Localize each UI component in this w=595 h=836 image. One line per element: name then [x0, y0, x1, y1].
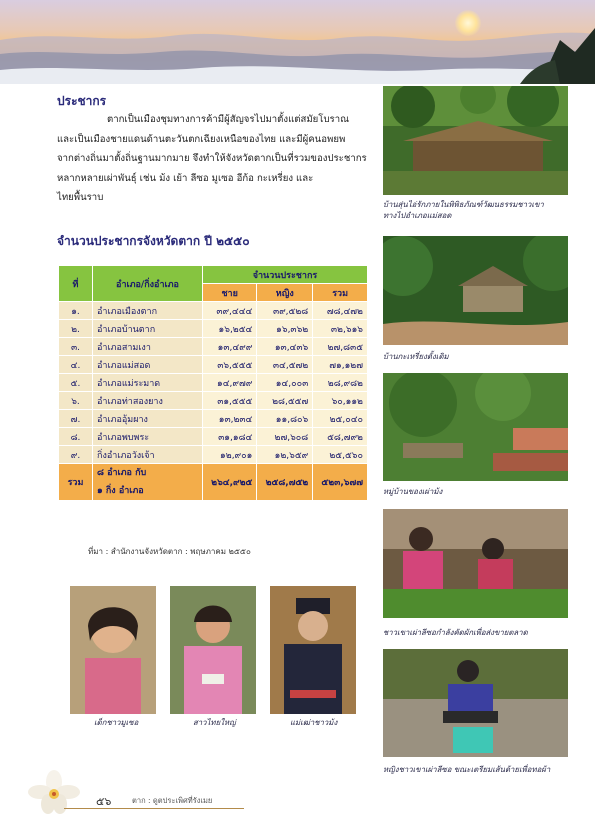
section-heading: ประชากร — [57, 94, 107, 108]
total-label: รวม — [59, 464, 93, 501]
total-male: ๒๖๔,๙๒๕ — [203, 464, 257, 501]
row-male: ๑๓,๔๙๙ — [203, 338, 257, 356]
row-male: ๓๑,๑๘๔ — [203, 428, 257, 446]
row-total: ๖๐,๑๑๒ — [313, 392, 368, 410]
row-no: ๘. — [59, 428, 93, 446]
row-no: ๒. — [59, 320, 93, 338]
row-district: อำเภอสามเงา — [93, 338, 203, 356]
row-female: ๑๑,๘๐๖ — [257, 410, 313, 428]
row-total: ๒๘,๙๘๒ — [313, 374, 368, 392]
row-district: อำเภอเมืองตาก — [93, 302, 203, 320]
table-title: จำนวนประชากรจังหวัดตาก ปี ๒๕๕๐ — [57, 234, 250, 248]
table-row — [59, 338, 368, 356]
page-number: ๕๖ — [96, 795, 112, 808]
row-no: ๙. — [59, 446, 93, 464]
portrait-caption: สาวไทยใหญ่ — [193, 718, 236, 727]
table-row — [59, 392, 368, 410]
portrait-shan-woman — [170, 586, 256, 714]
row-male: ๓๑,๕๕๕ — [203, 392, 257, 410]
photo-caption-line: บ้านสุ่นไอ่รักภายในพิพิธภัณฑ์วัฒนธรรมชาวเขา — [383, 200, 544, 209]
header-banner-image — [0, 0, 595, 84]
header-district: อำเภอ/กิ่งอำเภอ — [93, 266, 203, 302]
row-district: อำเภออุ้มผาง — [93, 410, 203, 428]
row-no: ๑. — [59, 302, 93, 320]
intro-line: หลากหลายเผ่าพันธุ์ เช่น ม้ง เย้า ลีซอ มูเซอ อีก้อ กะเหรี่ยง และ — [57, 172, 314, 184]
table-row — [59, 374, 368, 392]
header-population: จำนวนประชากร — [203, 266, 368, 284]
row-male: ๑๒,๙๐๑ — [203, 446, 257, 464]
row-female: ๑๒,๖๕๙ — [257, 446, 313, 464]
header-no: ที่ — [59, 266, 93, 302]
intro-paragraph — [57, 110, 370, 208]
row-district: กิ่งอำเภอวังเจ้า — [93, 446, 203, 464]
photo-caption — [383, 199, 544, 221]
intro-line: ตากเป็นเมืองชุมทางการค้ามีผู้สัญจรไปมาตั้งแต่สมัยโบราณ — [107, 114, 349, 125]
intro-line: และเป็นเมืองชายแดนด้านตะวันตกเฉียงเหนือของไทย และมีผู้คนอพยพ — [57, 133, 346, 145]
row-male: ๓๙,๔๔๔ — [203, 302, 257, 320]
row-total: ๒๕,๕๖๐ — [313, 446, 368, 464]
photo-caption: หญิงชาวเขาเผ่าลีซอ ขณะเตรียมเส้นด้ายเพื่อทอผ้า — [383, 765, 551, 774]
footer-book-title: ตาก : ดูตประเพิศที่รังเมย — [132, 796, 213, 805]
photo-caption: บ้านกะเหรี่ยงดั้งเดิม — [383, 352, 449, 361]
portrait-lahu-girl — [70, 586, 156, 714]
population-table — [58, 265, 368, 501]
mountain-silhouette — [0, 0, 595, 84]
row-district: อำเภอท่าสองยาง — [93, 392, 203, 410]
photo-hmong-village — [383, 373, 568, 481]
table-row — [59, 428, 368, 446]
row-female: ๓๔,๕๗๒ — [257, 356, 313, 374]
photo-caption: หมู่บ้านของเผ่าม้ง — [383, 487, 443, 496]
footer-divider — [64, 808, 244, 809]
table-row — [59, 446, 368, 464]
total-total: ๕๒๓,๖๗๗ — [313, 464, 368, 501]
table-source: ที่มา : สำนักงานจังหวัดตาก : พฤษภาคม ๒๕๕๐ — [88, 547, 251, 556]
table-row — [59, 320, 368, 338]
row-total: ๗๘,๔๗๒ — [313, 302, 368, 320]
header-total: รวม — [313, 284, 368, 302]
row-district: อำเภอแม่ระมาด — [93, 374, 203, 392]
row-no: ๔. — [59, 356, 93, 374]
row-district: อำเภอบ้านตาก — [93, 320, 203, 338]
table-row — [59, 410, 368, 428]
portrait-caption: แม่เฒ่าชาวม้ง — [290, 718, 338, 727]
row-female: ๒๗,๖๐๘ — [257, 428, 313, 446]
row-district: อำเภอแม่สอด — [93, 356, 203, 374]
row-female: ๓๙,๕๒๘ — [257, 302, 313, 320]
header-female: หญิง — [257, 284, 313, 302]
row-female: ๒๘,๕๕๗ — [257, 392, 313, 410]
row-total: ๒๕,๐๔๐ — [313, 410, 368, 428]
row-male: ๑๓,๒๓๔ — [203, 410, 257, 428]
row-no: ๖. — [59, 392, 93, 410]
row-total: ๕๘,๗๙๒ — [313, 428, 368, 446]
photo-lisu-vegetables — [383, 509, 568, 618]
row-female: ๑๓,๔๓๖ — [257, 338, 313, 356]
table-header-row — [59, 266, 368, 284]
photo-hill-tribe-house — [383, 86, 568, 195]
photo-karen-house — [383, 236, 568, 345]
total-districts-line: ๑ กิ่ง อำเภอ — [97, 486, 144, 496]
photo-caption-line: ทางไปอำเภอแม่สอด — [383, 211, 452, 220]
row-total: ๓๒,๖๑๖ — [313, 320, 368, 338]
row-male: ๑๔,๙๗๙ — [203, 374, 257, 392]
table-total-row — [59, 464, 368, 501]
table-row — [59, 302, 368, 320]
total-districts-line: ๘ อำเภอ กับ — [97, 468, 147, 478]
header-male: ชาย — [203, 284, 257, 302]
row-total: ๒๗,๘๓๕ — [313, 338, 368, 356]
row-district: อำเภอพบพระ — [93, 428, 203, 446]
row-female: ๑๔,๐๐๓ — [257, 374, 313, 392]
row-no: ๕. — [59, 374, 93, 392]
row-no: ๓. — [59, 338, 93, 356]
row-total: ๗๑,๑๒๗ — [313, 356, 368, 374]
row-male: ๓๖,๕๕๕ — [203, 356, 257, 374]
row-male: ๑๖,๒๕๔ — [203, 320, 257, 338]
table-row — [59, 356, 368, 374]
intro-line: ไทยพื้นราบ — [57, 192, 104, 204]
intro-line: จากต่างถิ่นมาตั้งถิ่นฐานมากมาย จึงทำให้จังหวัดตากเป็นที่รวมของประชากร — [57, 153, 367, 165]
total-female: ๒๕๘,๗๕๒ — [257, 464, 313, 501]
photo-caption: ชาวเขาเผ่าลีซอกำลังคัดผักเพื่อส่งขายตลาด — [383, 628, 528, 637]
photo-lisu-weaving — [383, 649, 568, 757]
row-no: ๗. — [59, 410, 93, 428]
total-districts — [93, 464, 203, 501]
row-female: ๑๖,๓๖๒ — [257, 320, 313, 338]
portrait-caption: เด็กชาวมูเซอ — [94, 718, 139, 727]
portrait-hmong-elder — [270, 586, 356, 714]
